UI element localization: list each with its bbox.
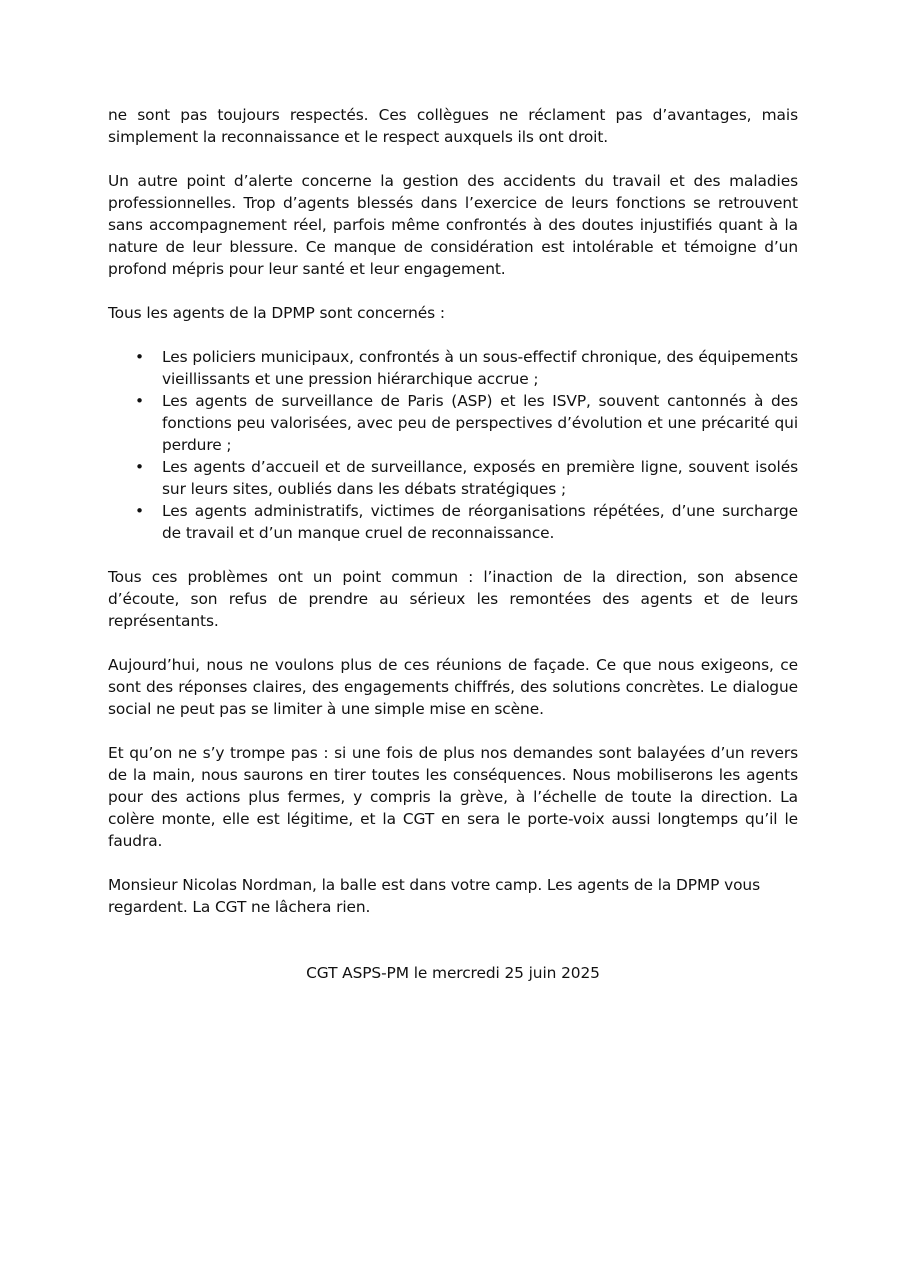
paragraph-respect: ne sont pas toujours respectés. Ces collègues ne réclament pas d’avantages, mais simplement la reconnaissance et le respect auxquels ils ont droit.: [108, 106, 798, 146]
bullet-icon: •: [135, 458, 144, 476]
bullet-icon: •: [135, 502, 144, 520]
paragraph-mobilisation: Et qu’on ne s’y trompe pas : si une fois de plus nos demandes sont balayées d’un revers de la main, nous saurons en tirer toutes les conséquences. Nous mobiliserons les agents pour des actions plus fermes, y compris la grève, à l’échelle de toute la direction. La colère monte, elle est légitime, et la CGT en sera le porte-voix aussi longtemps qu’il le faudra.: [108, 744, 798, 850]
paragraph-conclusion: Monsieur Nicolas Nordman, la balle est dans votre camp. Les agents de la DPMP vous regardent. La CGT ne lâchera rien.: [108, 876, 760, 916]
bullet-icon: •: [135, 348, 144, 366]
list-item-text: Les policiers municipaux, confrontés à un sous-effectif chronique, des équipements vieillissants et une pression hiérarchique accrue ;: [162, 348, 798, 388]
list-item-text: Les agents d’accueil et de surveillance, exposés en première ligne, souvent isolés sur leurs sites, oubliés dans les débats stratégiques ;: [162, 458, 798, 498]
document-page: [108, 104, 798, 1006]
bullet-icon: •: [135, 392, 144, 410]
paragraph-accidents-travail: Un autre point d’alerte concerne la gestion des accidents du travail et des maladies professionnelles. Trop d’agents blessés dans l’exercice de leurs fonctions se retrouvent sans accompagnement réel, parfois même confrontés à des doutes injustifiés quant à la nature de leur blessure. Ce manque de considération est intolérable et témoigne d’un profond mépris pour leur santé et leur engagement.: [108, 172, 798, 278]
list-item: [108, 500, 798, 544]
list-item-text: Les agents administratifs, victimes de réorganisations répétées, d’une surcharge de travail et d’un manque cruel de reconnaissance.: [162, 502, 798, 542]
agents-bullet-list: [108, 346, 798, 544]
signature-line: CGT ASPS-PM le mercredi 25 juin 2025: [306, 964, 600, 982]
paragraph-inaction-direction: Tous ces problèmes ont un point commun : l’inaction de la direction, son absence d’écoute, son refus de prendre au sérieux les remontées des agents et de leurs représentants.: [108, 568, 798, 630]
paragraph-agents-concernes: Tous les agents de la DPMP sont concernés :: [108, 304, 445, 322]
list-item: [108, 390, 798, 456]
list-item: [108, 346, 798, 390]
list-item-text: Les agents de surveillance de Paris (ASP) et les ISVP, souvent cantonnés à des fonctions peu valorisées, avec peu de perspectives d’évolution et une précarité qui perdure ;: [162, 392, 798, 454]
paragraph-exigences: Aujourd’hui, nous ne voulons plus de ces réunions de façade. Ce que nous exigeons, ce sont des réponses claires, des engagements chiffrés, des solutions concrètes. Le dialogue social ne peut pas se limiter à une simple mise en scène.: [108, 656, 798, 718]
list-item: [108, 456, 798, 500]
